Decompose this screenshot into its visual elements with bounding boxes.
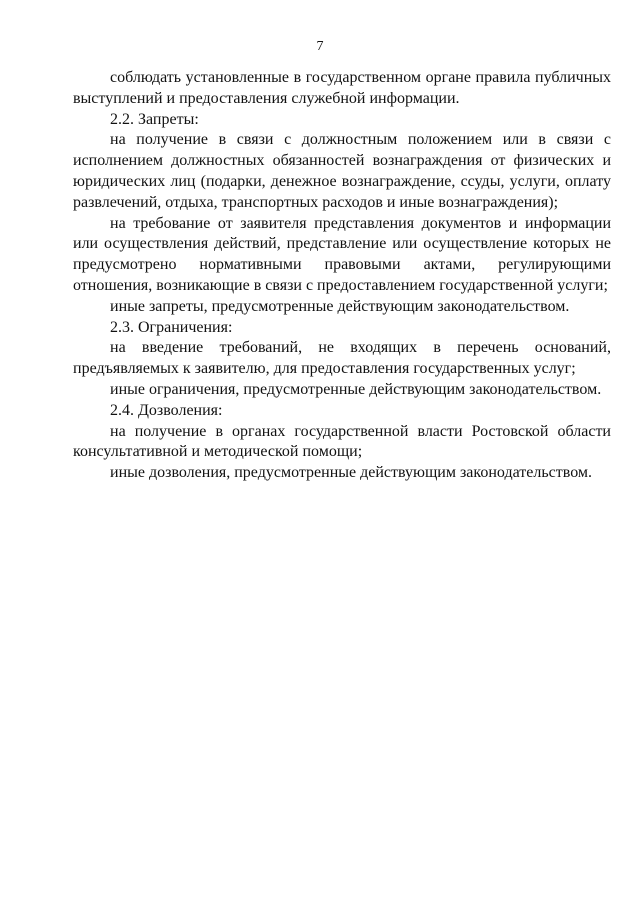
section-heading-permissions: 2.4. Дозволения:: [110, 401, 223, 419]
paragraph-prohibition-rewards: на получение в связи с должностным положением или в связи с исполнением должностных обязанностей вознаграждения от физических и юридических лиц (подарки, денежное вознаграждение, ссуды, услуги, оплату развлечений, отдыха, транспортных расходов и иные вознаграждения);: [73, 131, 611, 211]
paragraph-prohibition-other: иные запреты, предусмотренные действующим законодательством.: [110, 297, 570, 315]
section-heading-restrictions: 2.3. Ограничения:: [110, 318, 233, 336]
paragraph-restriction-other: иные ограничения, предусмотренные действующим законодательством.: [110, 380, 602, 398]
paragraph-permission-other: иные дозволения, предусмотренные действующим законодательством.: [110, 464, 593, 482]
paragraph-public-speaking-rules: соблюдать установленные в государственном органе правила публичных выступлений и предоставления служебной информации.: [73, 69, 611, 107]
paragraph-prohibition-documents: на требование от заявителя представления документов и информации или осуществления действий, представление или осуществление которых не предусмотрено нормативными правовыми актами, регулирующими отношения, возникающие в связи с предоставлением государственной услуги;: [73, 214, 611, 294]
page-number: 7: [316, 39, 324, 54]
paragraph-permission-consultation: на получение в органах государственной власти Ростовской области консультативной и методической помощи;: [73, 422, 611, 461]
document-body: [73, 68, 611, 484]
section-heading-prohibitions: 2.2. Запреты:: [110, 110, 199, 128]
paragraph-restriction-requirements: на введение требований, не входящих в перечень оснований, предъявляемых к заявителю, для предоставления государственных услуг;: [73, 339, 611, 378]
